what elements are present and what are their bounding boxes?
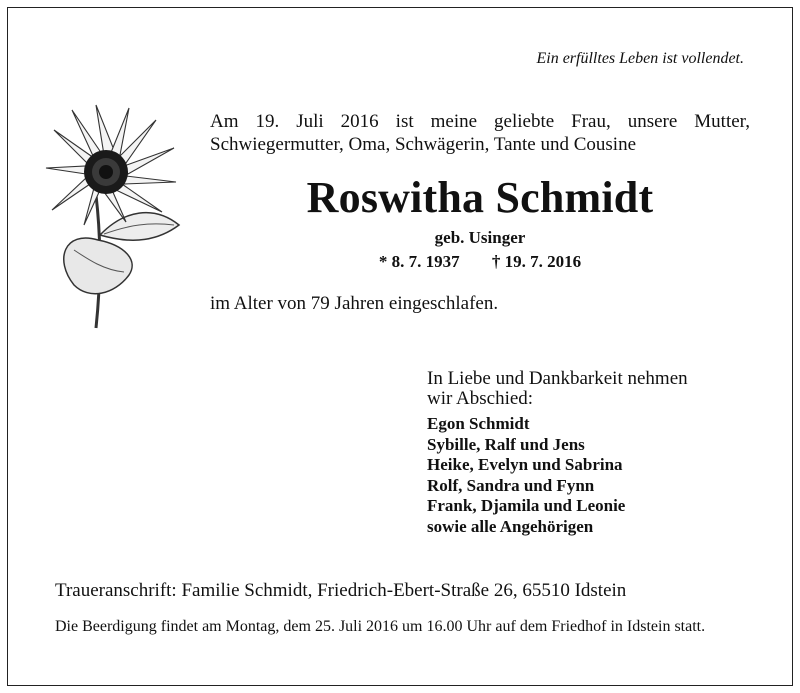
birth-date: * 8. 7. 1937 <box>378 252 460 271</box>
age-line: im Alter von 79 Jahren eingeschlafen. <box>210 293 499 314</box>
intro-line-2: Schwiegermutter, Oma, Schwägerin, Tante und Cousine <box>210 134 637 155</box>
deceased-name: Roswitha Schmidt <box>306 173 654 222</box>
thanks-line-1: In Liebe und Dankbarkeit nehmen <box>427 368 688 389</box>
motto: Ein erfülltes Leben ist vollendet. <box>536 50 744 67</box>
intro-text <box>210 110 750 156</box>
mourner: Sybille, Ralf und Jens <box>427 434 585 454</box>
thanks-line-2: wir Abschied: <box>427 388 534 409</box>
mourner: Rolf, Sandra und Fynn <box>427 475 595 495</box>
mourning-address: Traueranschrift: Familie Schmidt, Friedrich-Ebert-Straße 26, 65510 Idstein <box>55 580 627 601</box>
mourner: Egon Schmidt <box>427 414 530 433</box>
mourner: sowie alle Angehörigen <box>427 516 594 536</box>
mourners-list <box>427 414 625 537</box>
birth-name: geb. Usinger <box>434 228 526 247</box>
sunflower-illustration <box>44 100 184 330</box>
life-dates <box>210 252 750 272</box>
mourner: Heike, Evelyn und Sabrina <box>427 455 623 474</box>
intro-line-1: Am 19. Juli 2016 ist meine geliebte Frau, unsere Mutter, <box>210 111 750 132</box>
death-date: † 19. 7. 2016 <box>491 252 582 271</box>
mourner: Frank, Djamila und Leonie <box>427 496 626 515</box>
thanks-text <box>427 369 688 409</box>
funeral-info: Die Beerdigung findet am Montag, dem 25. Juli 2016 um 16.00 Uhr auf dem Friedhof in Idstein statt. <box>55 618 706 635</box>
